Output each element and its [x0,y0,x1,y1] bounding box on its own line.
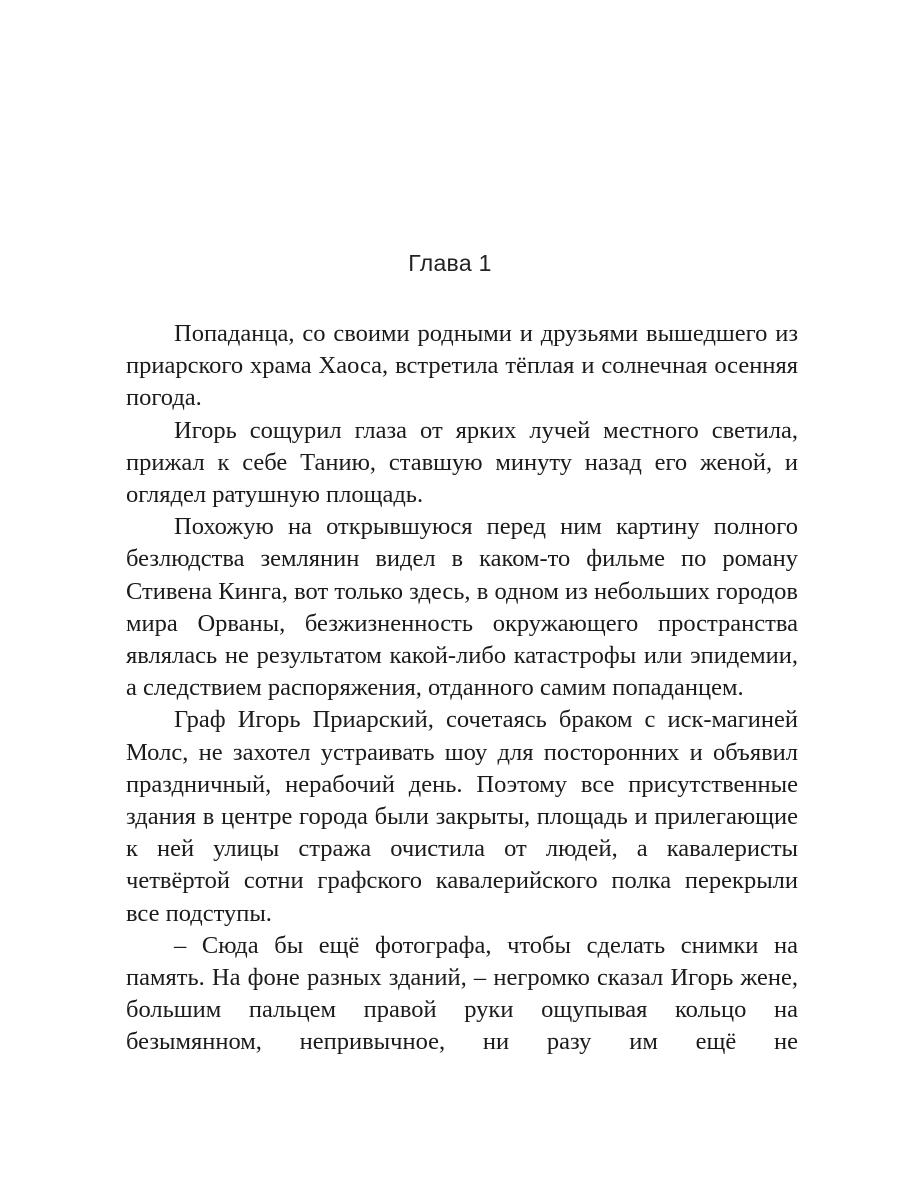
chapter-body [126,318,798,1059]
paragraph-5: – Сюда бы ещё фотографа, чтобы сделать снимки на память. На фоне разных зданий, – негромко сказал Игорь жене, большим пальцем правой руки ощупывая кольцо на безымянном, непривычное, ни разу им ещё не [126,931,798,1056]
paragraph-4: Граф Игорь Приарский, сочетаясь браком с иск-магиней Молс, не захотел устраивать шоу для посторонних и объявил праздничный, нерабочий день. Поэтому все присутственные здания в центре города были закрыты, площадь и прилегающие к ней улицы стража очистила от людей, а кавалеристы четвёртой сотни графского кавалерийского полка перекрыли все подступы. [126,706,798,927]
paragraph-1: Попаданца, со своими родными и друзьями вышедшего из приарского храма Хаоса, встретила тёплая и солнечная осенняя погода. [126,320,798,412]
paragraph-3: Похожую на открывшуюся перед ним картину полного безлюдства землянин видел в каком-то фильме по роману Стивена Кинга, вот только здесь, в одном из небольших городов мира Орваны, безжизненность окружающего пространства являлась не результатом какой-либо катастрофы или эпидемии, а следствием распоряжения, отданного самим попаданцем. [126,513,798,702]
paragraph-2: Игорь сощурил глаза от ярких лучей местного светила, прижал к себе Танию, ставшую минуту назад его женой, и оглядел ратушную площадь. [126,416,798,509]
chapter-title: Глава 1 [408,250,492,276]
